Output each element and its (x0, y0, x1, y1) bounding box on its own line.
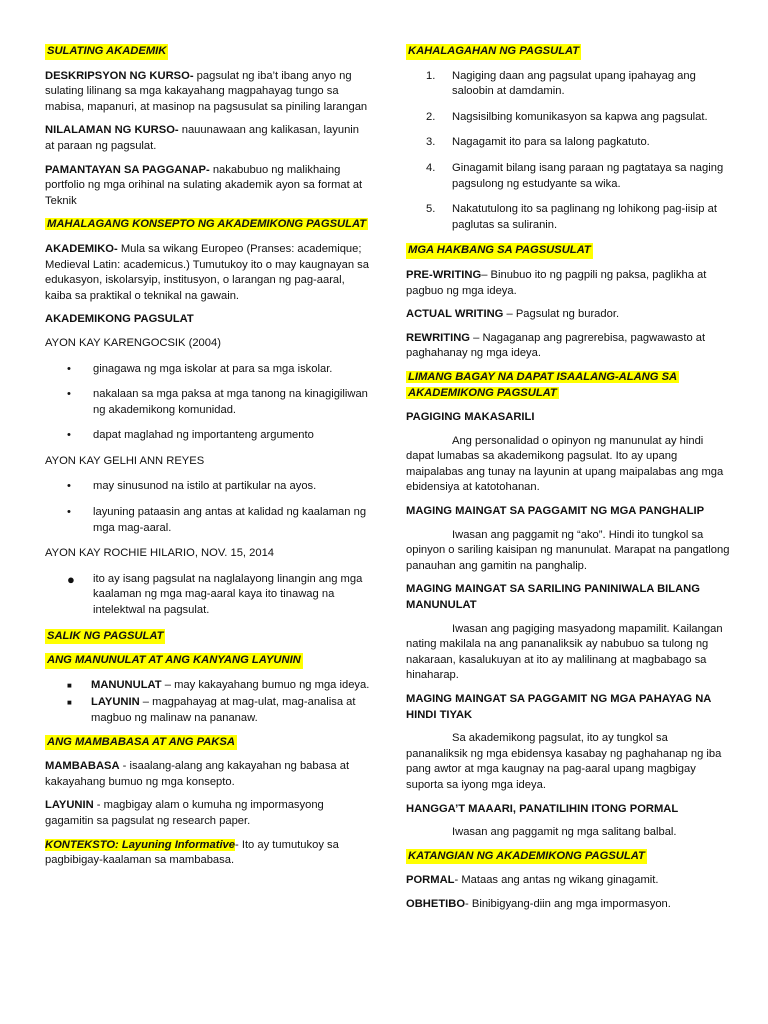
pahayag-text: Sa akademikong pagsulat, ito ay tungkol sa pananaliksik ng mga ebidensya kasabay ng paghahanap ng iba pang awtor at mga kaugnay na pag-aaral upang magbigay suporta sa iyong mga ideya. (406, 732, 722, 791)
list-item: 5. Nakatutulong ito sa paglinang ng lohikong pag-iisip at paglutas sa suliranin. (426, 203, 717, 231)
paniniwala-heading: MAGING MAINGAT SA SARILING PANINIWALA BILANG MANUNULAT (406, 583, 700, 612)
pamantayan-paragraph: PAMANTAYAN SA PAGGANAP- nakabubuo ng malikhaing portfolio ng mga orihinal na sulating akademik ayon sa format at Teknik (45, 163, 363, 207)
akademikong-pagsulat-label: AKADEMIKONG PAGSULAT (45, 313, 194, 326)
list-item: ■ LAYUNIN – magpahayag at mag-ulat, mag-analisa at magbuo ng malinaw na pananaw. (67, 696, 356, 724)
list-item: 4. Ginagamit bilang isang paraan ng pagtataya sa naging pagsulong ng estudyante sa wika. (426, 161, 724, 190)
mambabasa-paragraph: MAMBABASA - isaalang-alang ang kakayahan ng babasa at kakayahang bumuo ng mga konsepto. (45, 760, 350, 788)
konteksto-paragraph: KONTEKSTO: Layuning Informative- Ito ay tumutukoy sa pagbibigay-kaalaman sa mambabasa. (45, 838, 339, 867)
rewriting-paragraph: REWRITING – Nagaganap ang pagrerebisa, pagwawasto at paghahanay ng mga ideya. (406, 331, 706, 360)
right-column (406, 44, 731, 921)
ayon-karengocsik: AYON KAY KARENGOCSIK (2004) (45, 336, 221, 349)
heading-mambabasa: ANG MAMBABASA AT ANG PAKSA (45, 735, 237, 751)
list-item: ■ MANUNULAT – may kakayahang bumuo ng mga ideya. (67, 678, 370, 691)
prewriting-paragraph: PRE-WRITING– Binubuo ito ng pagpili ng paksa, paglikha at pagbuo ng mga ideya. (406, 268, 707, 297)
pormal-text: Iwasan ang paggamit ng mga salitang balbal. (452, 826, 677, 839)
actual-writing-paragraph: ACTUAL WRITING – Pagsulat ng burador. (406, 308, 620, 321)
list-item: • layuning pataasin ang antas at kalidad ng kaalaman ng mga mag-aaral. (67, 506, 367, 534)
rochie-list (45, 572, 370, 619)
nilalaman-paragraph: NILALAMAN NG KURSO- nauunawaan ang kalikasan, layunin at paraan ng pagsulat. (45, 124, 360, 152)
left-column (45, 44, 370, 877)
heading-mahalagang-konsepto: MAHALAGANG KONSEPTO NG AKADEMIKONG PAGSULAT (47, 218, 367, 231)
ayon-rochie: AYON KAY ROCHIE HILARIO, NOV. 15, 2014 (45, 547, 275, 560)
heading-manunulat: ANG MANUNULAT AT ANG KANYANG LAYUNIN (45, 653, 303, 669)
ayon-gelhi: AYON KAY GELHI ANN REYES (45, 454, 205, 467)
obhetibo-paragraph: OBHETIBO- Binibigyang-diin ang mga impormasyon. (406, 897, 671, 910)
deskripsyon-paragraph: DESKRIPSYON NG KURSO- pagsulat ng iba’t ibang anyo ng sulating lilinang sa mga kakayahang magpahayag tungo sa mabisa, mapanuri, at masinop na pagsusulat sa piniling larangan (45, 69, 368, 113)
paniniwala-text: Iwasan ang pagiging masyadong mapamilit. Kailangan nating makilala na ang pananaliksik ay nabubuo sa tulong ng nakaraan, kasalukuyan at ito ay malilinang at magbabago sa hinaharap. (406, 622, 723, 682)
list-item: • nakalaan sa mga paksa at mga tanong na kinagigiliwan ng akademikong komunidad. (67, 388, 368, 416)
list-item: • ginagawa ng mga iskolar at para sa mga iskolar. (67, 362, 333, 375)
heading-katangian: KATANGIAN NG AKADEMIKONG PAGSULAT (406, 849, 647, 865)
panghalip-heading: MAGING MAINGAT SA PAGGAMIT NG MGA PANGHALIP (406, 505, 705, 518)
karengocsik-list (45, 362, 370, 444)
manunulat-list (45, 678, 370, 727)
list-item: 2. Nagsisilbing komunikasyon sa kapwa ang pagsulat. (426, 110, 708, 123)
layunin-paragraph: LAYUNIN - magbigay alam o kumuha ng impormasyong gagamitin sa pagsulat ng research paper. (45, 799, 324, 827)
heading-salik: SALIK NG PAGSULAT (45, 629, 165, 645)
gelhi-list (45, 479, 370, 536)
panghalip-text: Iwasan ang paggamit ng “ako”. Hindi ito tungkol sa opinyon o sariling kaisipan ng manunulat. Marapat na pangatlong panauhan ang gamitin na panghalip. (406, 528, 730, 572)
kahalagahan-list (406, 69, 731, 234)
pahayag-heading: MAGING MAINGAT SA PAGGAMIT NG MGA PAHAYAG NA HINDI TIYAK (406, 693, 711, 721)
akademiko-paragraph: AKADEMIKO- Mula sa wikang Europeo (Pranses: academique; Medieval Latin: academicus.) Tumutukoy ito o may kaugnayan sa edukasyon, iskolarsyip, institusyon, o larangan ng pag-aaral, kaiba sa praktikal o teknikal na gawain. (45, 242, 369, 302)
pagiging-makasarili-text: Ang personalidad o opinyon ng manunulat ay hindi dapat lumabas sa akademikong pagsulat. Ito ay upang maipalabas ang tunay na layunin at upang maipalabas ang mga ebidensiya at katotohanan. (406, 434, 724, 494)
list-item: ● ito ay isang pagsulat na naglalayong linangin ang mga kaalaman ng mga mag-aaral kaya ito tinawag na intelektwal na pagsulat. (67, 571, 363, 617)
heading-sulating-akademik: SULATING AKADEMIK (45, 44, 168, 60)
heading-kahalagahan: KAHALAGAHAN NG PAGSULAT (406, 44, 581, 60)
pormal-heading: HANGGA’T MAAARI, PANATILIHIN ITONG PORMAL (406, 802, 679, 815)
list-item: • may sinusunod na istilo at partikular na ayos. (67, 480, 317, 493)
pormal-paragraph: PORMAL- Mataas ang antas ng wikang ginagamit. (406, 874, 659, 887)
heading-limang-bagay: LIMANG BAGAY NA DAPAT ISAALANG-ALANG SA AKADEMIKONG PAGSULAT (408, 370, 678, 399)
list-item: 3. Nagagamit ito para sa lalong pagkatuto. (426, 136, 650, 149)
list-item: 1. Nagiging daan ang pagsulat upang ipahayag ang saloobin at damdamin. (426, 69, 696, 98)
heading-hakbang: MGA HAKBANG SA PAGSUSULAT (406, 243, 593, 259)
pagiging-makasarili-heading: PAGIGING MAKASARILI (406, 411, 535, 424)
list-item: • dapat maglahad ng importanteng argumento (67, 429, 314, 442)
